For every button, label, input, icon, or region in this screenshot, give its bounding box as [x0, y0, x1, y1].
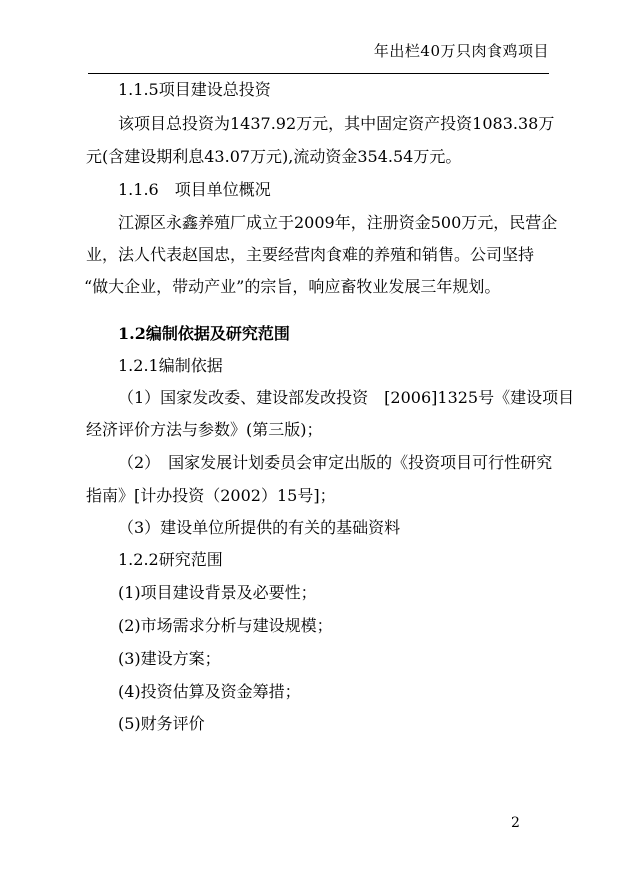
reference-item: （3）建设单位所提供的有关的基础资料	[118, 518, 401, 537]
paragraph-line: 业，法人代表赵国忠，主要经营肉食难的养殖和销售。公司坚持	[86, 245, 535, 264]
paragraph-line: 元(含建设期利息43.07万元),流动资金354.54万元。	[86, 147, 462, 166]
section-1-2-1-heading: 1.2.1编制依据	[118, 356, 223, 375]
scope-item: (5)财务评价	[118, 714, 205, 733]
scope-item: (1)项目建设背景及必要性；	[118, 583, 317, 602]
paragraph-line: 江源区永鑫养殖厂成立于2009年，注册资金500万元，民营企	[118, 213, 558, 232]
header-divider	[88, 73, 549, 74]
scope-item: (4)投资估算及资金筹措；	[118, 682, 301, 701]
reference-item-continued: 经济评价方法与参数》(第三版)；	[86, 420, 323, 439]
paragraph-line: “做大企业，带动产业”的宗旨，响应畜牧业发展三年规划。	[84, 277, 501, 296]
reference-item: （1）国家发改委、建设部发改投资 [2006]1325号《建设项目	[118, 388, 575, 407]
scope-item: (2)市场需求分析与建设规模；	[118, 616, 333, 635]
page-number: 2	[511, 815, 520, 831]
scope-item: (3)建设方案；	[118, 649, 221, 668]
section-1-2-heading: 1.2编制依据及研究范围	[118, 324, 290, 343]
reference-item-continued: 指南》[计办投资（2002）15号]；	[86, 486, 336, 505]
section-1-1-6-heading: 1.1.6 项目单位概况	[118, 180, 271, 199]
paragraph-line: 该项目总投资为1437.92万元，其中固定资产投资1083.38万	[118, 114, 555, 133]
section-1-1-5-heading: 1.1.5项目建设总投资	[118, 80, 271, 99]
header-title: 年出栏40万只肉食鸡项目	[373, 42, 549, 60]
reference-item: （2） 国家发展计划委员会审定出版的《投资项目可行性研究	[118, 453, 553, 472]
section-1-2-2-heading: 1.2.2研究范围	[118, 550, 223, 569]
